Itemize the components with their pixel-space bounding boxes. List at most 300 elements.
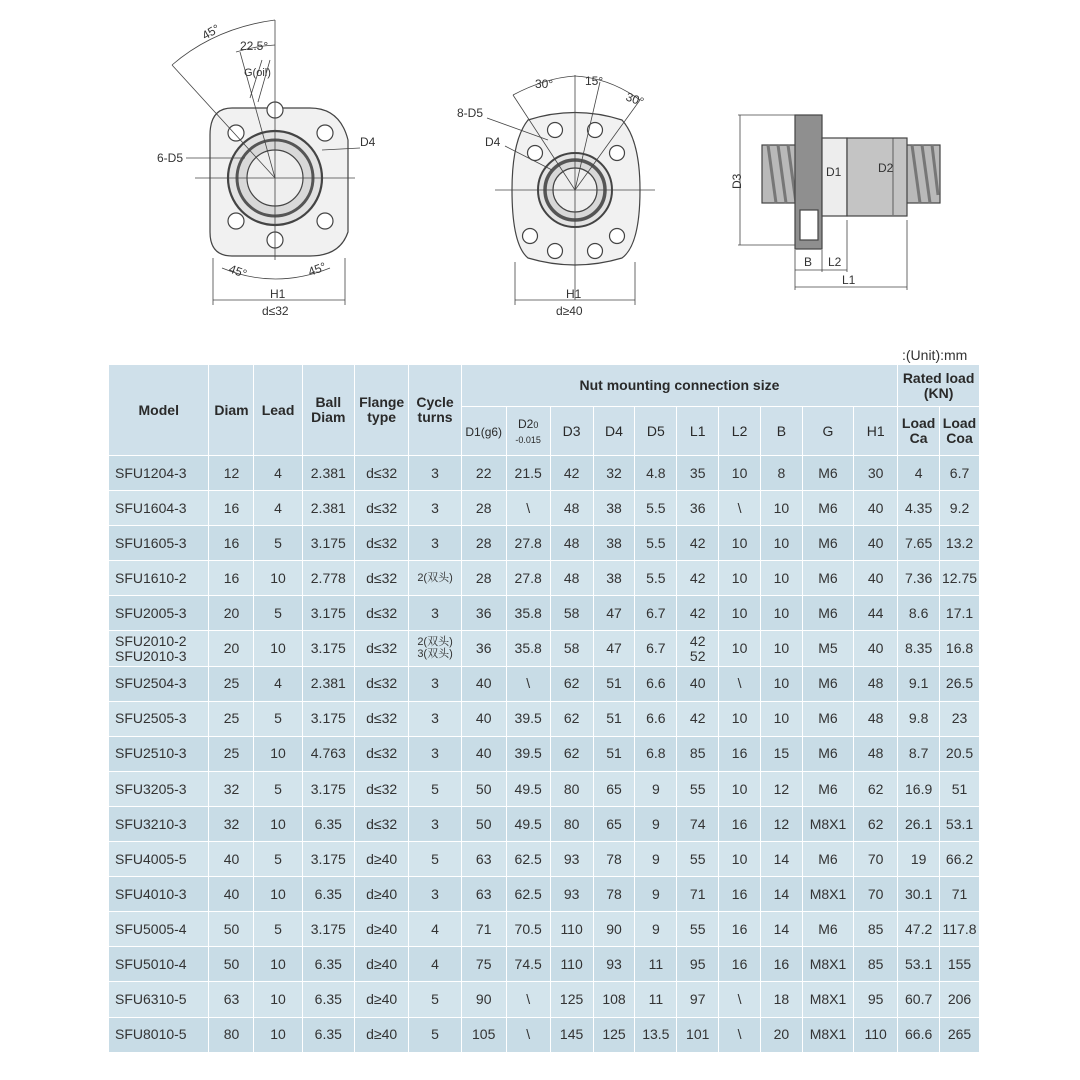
cell-flange: d≤32 xyxy=(354,596,408,631)
cell-d4: 51 xyxy=(593,736,635,771)
header-load-ca: Load Ca xyxy=(898,407,940,456)
cell-ca: 16.9 xyxy=(898,771,940,806)
b-label: B xyxy=(804,255,813,269)
header-d2-text: D2 xyxy=(518,417,534,432)
header-d1 xyxy=(461,407,506,456)
cell-lead: 10 xyxy=(254,1017,302,1052)
cell-g: M8X1 xyxy=(802,1017,853,1052)
cell-g: M6 xyxy=(802,736,853,771)
cell-b: 12 xyxy=(761,806,803,841)
cell-coa: 23 xyxy=(940,701,980,736)
cell-coa: 12.75 xyxy=(940,561,980,596)
cell-l1: 74 xyxy=(677,806,719,841)
cell-l2: 10 xyxy=(719,561,761,596)
cell-d1: 75 xyxy=(461,947,506,982)
cell-cycle: 3 xyxy=(409,526,461,561)
cell-coa: 155 xyxy=(940,947,980,982)
cell-d3: 58 xyxy=(550,631,593,666)
cell-h1: 62 xyxy=(854,806,898,841)
table-row xyxy=(109,947,980,982)
angle-label-30-c: 30° xyxy=(623,89,646,110)
condition-label-left: d≤32 xyxy=(262,304,289,318)
cell-g: M6 xyxy=(802,561,853,596)
cell-b: 10 xyxy=(761,596,803,631)
cell-l2: 10 xyxy=(719,701,761,736)
cell-g: M8X1 xyxy=(802,947,853,982)
holes-label-8-d5: 8-D5 xyxy=(457,106,484,120)
cell-flange: d≤32 xyxy=(354,561,408,596)
cell-d2: 27.8 xyxy=(506,526,550,561)
header-model: Model xyxy=(109,365,209,456)
cell-lead: 5 xyxy=(254,701,302,736)
cell-flange: d≤32 xyxy=(354,806,408,841)
table-row xyxy=(109,701,980,736)
cell-l2: 16 xyxy=(719,912,761,947)
cell-l2: 16 xyxy=(719,877,761,912)
cell-d3: 93 xyxy=(550,842,593,877)
cell-b: 10 xyxy=(761,631,803,666)
cell-cycle: 3 xyxy=(409,666,461,701)
cell-l1: 40 xyxy=(677,666,719,701)
cell-d3: 62 xyxy=(550,701,593,736)
cell-lead: 10 xyxy=(254,877,302,912)
cell-d1: 36 xyxy=(461,631,506,666)
unit-note: :(Unit):mm xyxy=(902,347,968,363)
cell-g: M5 xyxy=(802,631,853,666)
cell-l1: 42 xyxy=(677,526,719,561)
cell-l2: 10 xyxy=(719,456,761,491)
l1-label: L1 xyxy=(842,273,856,287)
cell-h1: 40 xyxy=(854,631,898,666)
cell-b: 10 xyxy=(761,526,803,561)
cell-g: M6 xyxy=(802,701,853,736)
cell-d2: 74.5 xyxy=(506,947,550,982)
cell-g: M6 xyxy=(802,596,853,631)
cell-d5: 13.5 xyxy=(635,1017,677,1052)
cell-ca: 8.35 xyxy=(898,631,940,666)
cell-d5: 9 xyxy=(635,771,677,806)
flange-drawing-large xyxy=(487,75,655,305)
cell-d2: 27.8 xyxy=(506,561,550,596)
cell-l2: 10 xyxy=(719,771,761,806)
header-d5: D5 xyxy=(635,407,677,456)
cell-d5: 6.7 xyxy=(635,631,677,666)
cell-d5: 6.8 xyxy=(635,736,677,771)
cell-d2: 35.8 xyxy=(506,631,550,666)
cell-ca: 9.8 xyxy=(898,701,940,736)
cell-cycle: 3 xyxy=(409,701,461,736)
angle-label-45-br: 45° xyxy=(306,259,329,279)
cell-l1: 55 xyxy=(677,842,719,877)
cell-model: SFU2510-3 xyxy=(109,736,209,771)
cell-d1: 50 xyxy=(461,806,506,841)
cell-ca: 47.2 xyxy=(898,912,940,947)
header-d4: D4 xyxy=(593,407,635,456)
cell-cycle: 3 xyxy=(409,877,461,912)
h1-label-middle: H1 xyxy=(566,287,582,301)
cell-d4: 47 xyxy=(593,631,635,666)
cell-coa: 6.7 xyxy=(940,456,980,491)
table-row xyxy=(109,736,980,771)
header-d3: D3 xyxy=(550,407,593,456)
table-row xyxy=(109,561,980,596)
angle-label-30-a: 30° xyxy=(535,77,554,91)
d3-label: D3 xyxy=(730,173,744,189)
cell-d4: 78 xyxy=(593,877,635,912)
cell-model: SFU2010-2 SFU2010-3 xyxy=(109,631,209,666)
cell-lead: 10 xyxy=(254,736,302,771)
cell-ball: 2.381 xyxy=(302,456,354,491)
cell-d2: 21.5 xyxy=(506,456,550,491)
header-ball-diam: Ball Diam xyxy=(302,365,354,456)
header-l1: L1 xyxy=(677,407,719,456)
cell-model: SFU6310-5 xyxy=(109,982,209,1017)
cell-coa: 26.5 xyxy=(940,666,980,701)
cell-d5: 6.7 xyxy=(635,596,677,631)
table-row xyxy=(109,806,980,841)
cell-d3: 62 xyxy=(550,666,593,701)
cell-d4: 51 xyxy=(593,666,635,701)
cell-d1: 105 xyxy=(461,1017,506,1052)
header-nut-group: Nut mounting connection size xyxy=(461,365,898,407)
cell-d1: 40 xyxy=(461,736,506,771)
header-rated-group: Rated load (KN) xyxy=(898,365,980,407)
cell-l2: \ xyxy=(719,491,761,526)
cell-flange: d≤32 xyxy=(354,491,408,526)
cell-d3: 93 xyxy=(550,877,593,912)
header-d2-tolerance: 0 -0.015 xyxy=(515,420,541,445)
cell-lead: 5 xyxy=(254,842,302,877)
cell-flange: d≥40 xyxy=(354,912,408,947)
cell-diam: 32 xyxy=(209,771,254,806)
cell-l2: 10 xyxy=(719,842,761,877)
cell-l1: 35 xyxy=(677,456,719,491)
flange-drawing-small xyxy=(172,20,360,305)
cell-h1: 48 xyxy=(854,701,898,736)
cell-b: 10 xyxy=(761,491,803,526)
cell-model: SFU5010-4 xyxy=(109,947,209,982)
cell-b: 12 xyxy=(761,771,803,806)
cell-d3: 145 xyxy=(550,1017,593,1052)
cell-h1: 70 xyxy=(854,877,898,912)
cell-model: SFU1605-3 xyxy=(109,526,209,561)
cell-model: SFU4010-3 xyxy=(109,877,209,912)
cell-ball: 4.763 xyxy=(302,736,354,771)
cell-d4: 93 xyxy=(593,947,635,982)
cell-flange: d≤32 xyxy=(354,736,408,771)
cell-flange: d≥40 xyxy=(354,842,408,877)
cell-cycle: 2(双头) 3(双头) xyxy=(409,631,461,666)
cell-b: 14 xyxy=(761,842,803,877)
holes-label-6-d5: 6-D5 xyxy=(157,151,184,165)
cell-flange: d≥40 xyxy=(354,947,408,982)
cell-diam: 20 xyxy=(209,631,254,666)
cell-l1: 95 xyxy=(677,947,719,982)
cell-h1: 40 xyxy=(854,491,898,526)
cell-model: SFU2005-3 xyxy=(109,596,209,631)
cell-ca: 66.6 xyxy=(898,1017,940,1052)
cell-h1: 62 xyxy=(854,771,898,806)
cell-d4: 78 xyxy=(593,842,635,877)
cell-l1: 36 xyxy=(677,491,719,526)
cell-d3: 110 xyxy=(550,912,593,947)
cell-d3: 48 xyxy=(550,491,593,526)
cell-g: M6 xyxy=(802,456,853,491)
d2-label: D2 xyxy=(878,161,894,175)
h1-label-left: H1 xyxy=(270,287,286,301)
drawing-canvas xyxy=(0,0,1080,360)
cell-h1: 40 xyxy=(854,526,898,561)
cell-cycle: 4 xyxy=(409,947,461,982)
cell-d5: 5.5 xyxy=(635,491,677,526)
cell-flange: d≥40 xyxy=(354,1017,408,1052)
cell-d5: 9 xyxy=(635,842,677,877)
cell-d5: 11 xyxy=(635,947,677,982)
cell-l1: 55 xyxy=(677,771,719,806)
l2-label: L2 xyxy=(828,255,842,269)
header-b: B xyxy=(761,407,803,456)
cell-l2: 16 xyxy=(719,947,761,982)
table-row xyxy=(109,526,980,561)
cell-d3: 125 xyxy=(550,982,593,1017)
cell-diam: 16 xyxy=(209,491,254,526)
cell-g: M6 xyxy=(802,526,853,561)
cell-ball: 6.35 xyxy=(302,806,354,841)
cell-d1: 28 xyxy=(461,491,506,526)
cell-l1: 85 xyxy=(677,736,719,771)
cell-diam: 50 xyxy=(209,912,254,947)
cell-diam: 32 xyxy=(209,806,254,841)
cell-l1: 55 xyxy=(677,912,719,947)
cell-ball: 6.35 xyxy=(302,947,354,982)
cell-d2: \ xyxy=(506,982,550,1017)
cell-lead: 10 xyxy=(254,806,302,841)
header-g: G xyxy=(802,407,853,456)
cell-d3: 48 xyxy=(550,526,593,561)
header-flange-type: Flange type xyxy=(354,365,408,456)
cell-l2: \ xyxy=(719,1017,761,1052)
table-row xyxy=(109,877,980,912)
cell-flange: d≥40 xyxy=(354,982,408,1017)
cell-h1: 110 xyxy=(854,1017,898,1052)
cell-d4: 32 xyxy=(593,456,635,491)
cell-coa: 17.1 xyxy=(940,596,980,631)
cell-b: 10 xyxy=(761,701,803,736)
cell-d3: 110 xyxy=(550,947,593,982)
cell-diam: 12 xyxy=(209,456,254,491)
cell-d2: \ xyxy=(506,491,550,526)
cell-l1: 42 xyxy=(677,596,719,631)
cell-lead: 10 xyxy=(254,947,302,982)
cell-d4: 125 xyxy=(593,1017,635,1052)
cell-d4: 65 xyxy=(593,806,635,841)
cell-g: M6 xyxy=(802,491,853,526)
header-l2: L2 xyxy=(719,407,761,456)
cell-model: SFU5005-4 xyxy=(109,912,209,947)
cell-flange: d≤32 xyxy=(354,666,408,701)
cell-ca: 4 xyxy=(898,456,940,491)
cell-cycle: 3 xyxy=(409,491,461,526)
cell-ca: 8.6 xyxy=(898,596,940,631)
header-d2 xyxy=(506,407,550,456)
oil-hole-label: G(oil) xyxy=(244,67,271,79)
table-row xyxy=(109,456,980,491)
cell-ca: 60.7 xyxy=(898,982,940,1017)
cell-d3: 58 xyxy=(550,596,593,631)
cell-l1: 71 xyxy=(677,877,719,912)
cell-h1: 44 xyxy=(854,596,898,631)
cell-lead: 4 xyxy=(254,666,302,701)
cell-ball: 3.175 xyxy=(302,631,354,666)
cell-flange: d≤32 xyxy=(354,526,408,561)
cell-ca: 7.65 xyxy=(898,526,940,561)
cell-cycle: 3 xyxy=(409,456,461,491)
cell-cycle: 3 xyxy=(409,596,461,631)
cell-coa: 66.2 xyxy=(940,842,980,877)
cell-d4: 65 xyxy=(593,771,635,806)
cell-diam: 25 xyxy=(209,736,254,771)
cell-b: 8 xyxy=(761,456,803,491)
cell-d5: 5.5 xyxy=(635,526,677,561)
cell-diam: 16 xyxy=(209,561,254,596)
cell-d2: 39.5 xyxy=(506,736,550,771)
cell-l2: 16 xyxy=(719,736,761,771)
cell-model: SFU1204-3 xyxy=(109,456,209,491)
cell-coa: 20.5 xyxy=(940,736,980,771)
header-d1-text: D1(g6) xyxy=(465,424,503,439)
d4-label-left: D4 xyxy=(360,135,376,149)
cell-b: 14 xyxy=(761,877,803,912)
cell-coa: 16.8 xyxy=(940,631,980,666)
cell-d5: 9 xyxy=(635,912,677,947)
cell-b: 20 xyxy=(761,1017,803,1052)
cell-d1: 50 xyxy=(461,771,506,806)
cell-model: SFU8010-5 xyxy=(109,1017,209,1052)
spec-table-panel xyxy=(108,364,980,1060)
cell-h1: 48 xyxy=(854,736,898,771)
cell-lead: 10 xyxy=(254,631,302,666)
cell-diam: 20 xyxy=(209,596,254,631)
cell-lead: 5 xyxy=(254,596,302,631)
cell-lead: 4 xyxy=(254,491,302,526)
cell-flange: d≤32 xyxy=(354,456,408,491)
cell-b: 15 xyxy=(761,736,803,771)
cell-d4: 51 xyxy=(593,701,635,736)
cell-model: SFU1604-3 xyxy=(109,491,209,526)
cell-g: M8X1 xyxy=(802,877,853,912)
cell-flange: d≤32 xyxy=(354,771,408,806)
cell-ca: 4.35 xyxy=(898,491,940,526)
cell-ca: 53.1 xyxy=(898,947,940,982)
cell-cycle: 5 xyxy=(409,1017,461,1052)
cell-coa: 9.2 xyxy=(940,491,980,526)
cell-diam: 63 xyxy=(209,982,254,1017)
cell-flange: d≥40 xyxy=(354,877,408,912)
header-h1: H1 xyxy=(854,407,898,456)
cell-l2: 10 xyxy=(719,596,761,631)
cell-d1: 71 xyxy=(461,912,506,947)
cell-g: M6 xyxy=(802,912,853,947)
cell-l2: \ xyxy=(719,666,761,701)
cell-d5: 9 xyxy=(635,806,677,841)
cell-g: M8X1 xyxy=(802,982,853,1017)
table-row xyxy=(109,771,980,806)
cell-b: 10 xyxy=(761,561,803,596)
cell-lead: 10 xyxy=(254,561,302,596)
cell-d4: 38 xyxy=(593,526,635,561)
cell-d1: 36 xyxy=(461,596,506,631)
cell-l2: 10 xyxy=(719,526,761,561)
cell-h1: 95 xyxy=(854,982,898,1017)
cell-g: M6 xyxy=(802,666,853,701)
cell-d2: 35.8 xyxy=(506,596,550,631)
cell-ca: 30.1 xyxy=(898,877,940,912)
header-load-coa: Load Coa xyxy=(940,407,980,456)
cell-d5: 6.6 xyxy=(635,701,677,736)
cell-d1: 40 xyxy=(461,666,506,701)
cell-coa: 206 xyxy=(940,982,980,1017)
cell-ball: 3.175 xyxy=(302,771,354,806)
cell-d1: 22 xyxy=(461,456,506,491)
cell-coa: 117.8 xyxy=(940,912,980,947)
cell-d1: 28 xyxy=(461,526,506,561)
cell-cycle: 2(双头) xyxy=(409,561,461,596)
cell-cycle: 5 xyxy=(409,771,461,806)
cell-ca: 9.1 xyxy=(898,666,940,701)
cell-ball: 3.175 xyxy=(302,526,354,561)
cell-d5: 9 xyxy=(635,877,677,912)
angle-label-45-bl: 45° xyxy=(226,261,249,282)
cell-d4: 47 xyxy=(593,596,635,631)
spec-table xyxy=(108,364,980,1053)
cell-ball: 2.381 xyxy=(302,491,354,526)
table-row xyxy=(109,666,980,701)
cell-lead: 10 xyxy=(254,982,302,1017)
cell-lead: 4 xyxy=(254,456,302,491)
cell-ball: 6.35 xyxy=(302,877,354,912)
cell-b: 14 xyxy=(761,912,803,947)
cell-ball: 6.35 xyxy=(302,1017,354,1052)
cell-ball: 3.175 xyxy=(302,596,354,631)
cell-b: 10 xyxy=(761,666,803,701)
cell-d1: 63 xyxy=(461,842,506,877)
cell-d5: 11 xyxy=(635,982,677,1017)
cell-l1: 101 xyxy=(677,1017,719,1052)
cell-cycle: 4 xyxy=(409,912,461,947)
table-row xyxy=(109,842,980,877)
cell-cycle: 5 xyxy=(409,982,461,1017)
cell-ball: 2.381 xyxy=(302,666,354,701)
cell-d3: 42 xyxy=(550,456,593,491)
angle-label-45-top: 45° xyxy=(199,21,223,43)
cell-d2: 39.5 xyxy=(506,701,550,736)
cell-l2: 16 xyxy=(719,806,761,841)
cell-model: SFU2504-3 xyxy=(109,666,209,701)
table-row xyxy=(109,912,980,947)
cell-d3: 62 xyxy=(550,736,593,771)
cell-ca: 26.1 xyxy=(898,806,940,841)
cell-g: M6 xyxy=(802,771,853,806)
cell-d1: 63 xyxy=(461,877,506,912)
cell-b: 18 xyxy=(761,982,803,1017)
cell-diam: 25 xyxy=(209,666,254,701)
cell-d3: 48 xyxy=(550,561,593,596)
cell-flange: d≤32 xyxy=(354,631,408,666)
cell-h1: 30 xyxy=(854,456,898,491)
cell-diam: 50 xyxy=(209,947,254,982)
cell-model: SFU3210-3 xyxy=(109,806,209,841)
cell-d4: 38 xyxy=(593,561,635,596)
